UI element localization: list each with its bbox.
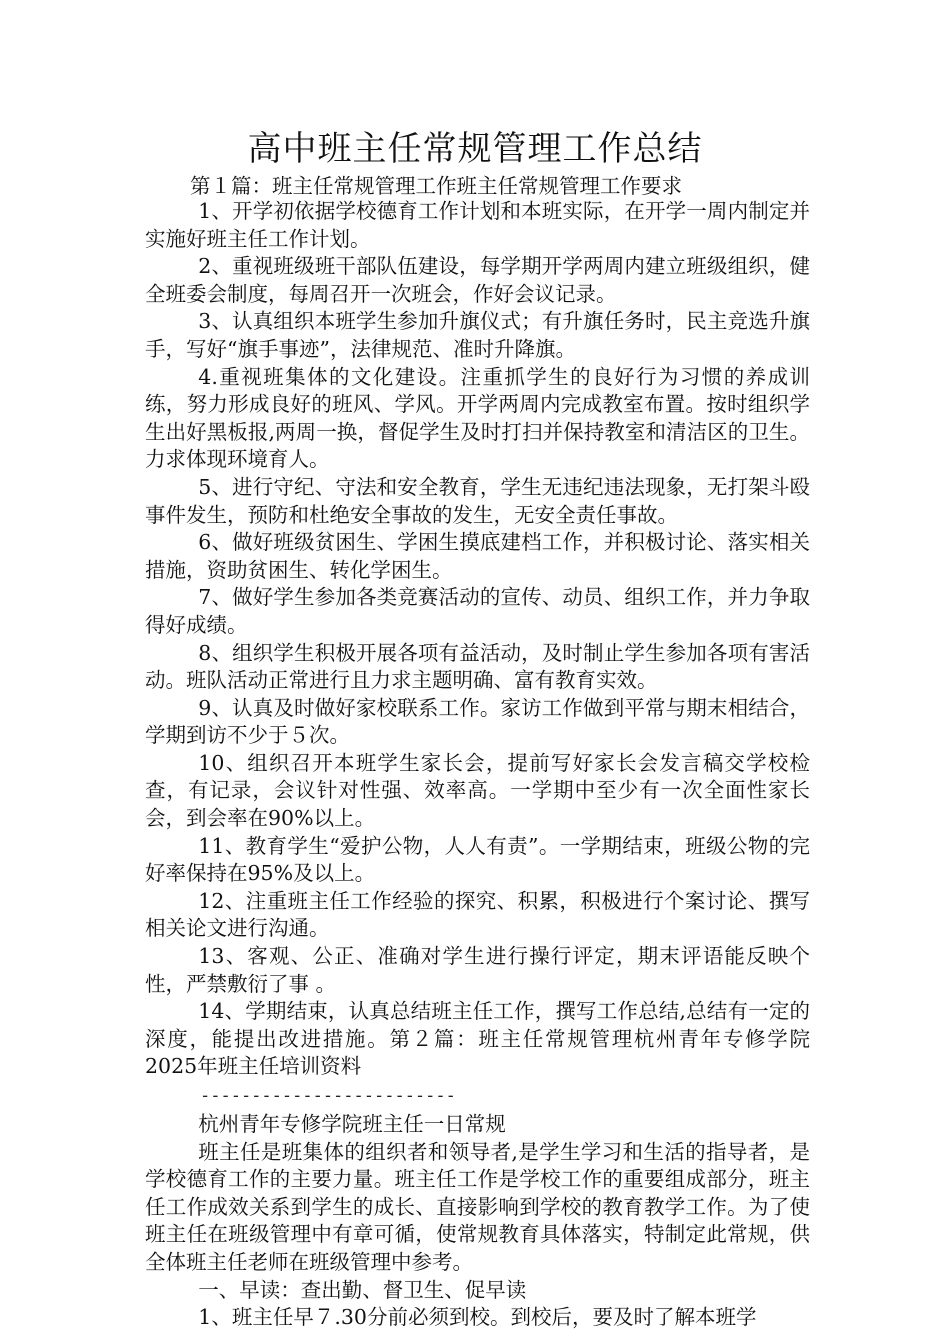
document-subtitle: 第１篇：班主任常规管理工作班主任常规管理工作要求 (190, 174, 682, 198)
paragraph-item-12: 12、注重班主任工作经验的探究、积累，积极进行个案讨论、撰写相关论文进行沟通。 (145, 888, 810, 941)
paragraph-item-5: 5、进行守纪、守法和安全教育，学生无违纪违法现象，无打架斗殴事件发生，预防和杜绝安全事故的发生，无安全责任事故。 (145, 474, 810, 527)
paragraph-item-13: 13、客观、公正、准确对学生进行操行评定，期末评语能反映个性，严禁敷衍了事 。 (145, 944, 810, 996)
paragraph-item-1: 1、开学初依据学校德育工作计划和本班实际，在开学一周内制定并实施好班主任工作计划。 (145, 199, 810, 251)
separator-dashes: ------------------------- (200, 1086, 456, 1106)
paragraph-item-7: 7、做好学生参加各类竞赛活动的宣传、动员、组织工作，并力争取得好成绩。 (145, 585, 810, 637)
rule-paragraph-1: 1、班主任早７.30分前必须到校。到校后，要及时了解本班学 (198, 1305, 757, 1330)
paragraph-item-3: 3、认真组织本班学生参加升旗仪式；有升旗任务时，民主竞选升旗手，写好“旗手事迹”，法律规范、准时升降旗。 (145, 309, 810, 361)
paragraph-item-9: 9、认真及时做好家校联系工作。家访工作做到平常与期末相结合，学期到访不少于５次。 (145, 695, 810, 748)
document-body (145, 198, 810, 1332)
section-heading: 杭州青年专修学院班主任一日常规 (198, 1112, 506, 1136)
paragraph-item-8: 8、组织学生积极开展各项有益活动，及时制止学生参加各项有害活动。班队活动正常进行且力求主题明确、富有教育实效。 (145, 640, 810, 693)
document-title: 高中班主任常规管理工作总结 (247, 129, 703, 169)
paragraph-item-4: 4.重视班集体的文化建设。注重抓学生的良好行为习惯的养成训练，努力形成良好的班风、学风。开学两周内完成教室布置。按时组织学生出好黑板报,两周一换，督促学生及时打扫并保持教室和清洁区的卫生。力求体现环境育人。 (145, 364, 810, 472)
paragraph-item-14: 14、学期结束，认真总结班主任工作，撰写工作总结,总结有一定的深度，能提出改进措施。第２篇：班主任常规管理杭州青年专修学院2025年班主任培训资料 (145, 999, 810, 1079)
paragraph-item-6: 6、做好班级贫困生、学困生摸底建档工作，并积极讨论、落实相关措施，资助贫困生、转化学困生。 (145, 530, 810, 582)
paragraph-item-11: 11、教育学生“爱护公物，人人有责”。一学期结束，班级公物的完好率保持在95%及以上。 (145, 833, 810, 886)
paragraph-item-10: 10、组织召开本班学生家长会，提前写好家长会发言稿交学校检查，有记录，会议针对性强、效率高。一学期中至少有一次全面性家长会，到会率在90%以上。 (145, 750, 810, 831)
intro-paragraph: 班主任是班集体的组织者和领导者,是学生学习和生活的指导者，是学校德育工作的主要力量。班主任工作是学校工作的重要组成部分，班主任工作成效关系到学生的成长、直接影响到学校的教育教学工作。为了使班主任在班级管理中有章可循，使常规教育具体落实，特制定此常规，供全体班主任老师在班级管理中参考。 (145, 1139, 810, 1274)
subsection-heading: 一、早读：查出勤、督卫生、促早读 (198, 1277, 527, 1302)
paragraph-item-2: 2、重视班级班干部队伍建设，每学期开学两周内建立班级组织，健全班委会制度，每周召开一次班会，作好会议记录。 (145, 254, 810, 306)
